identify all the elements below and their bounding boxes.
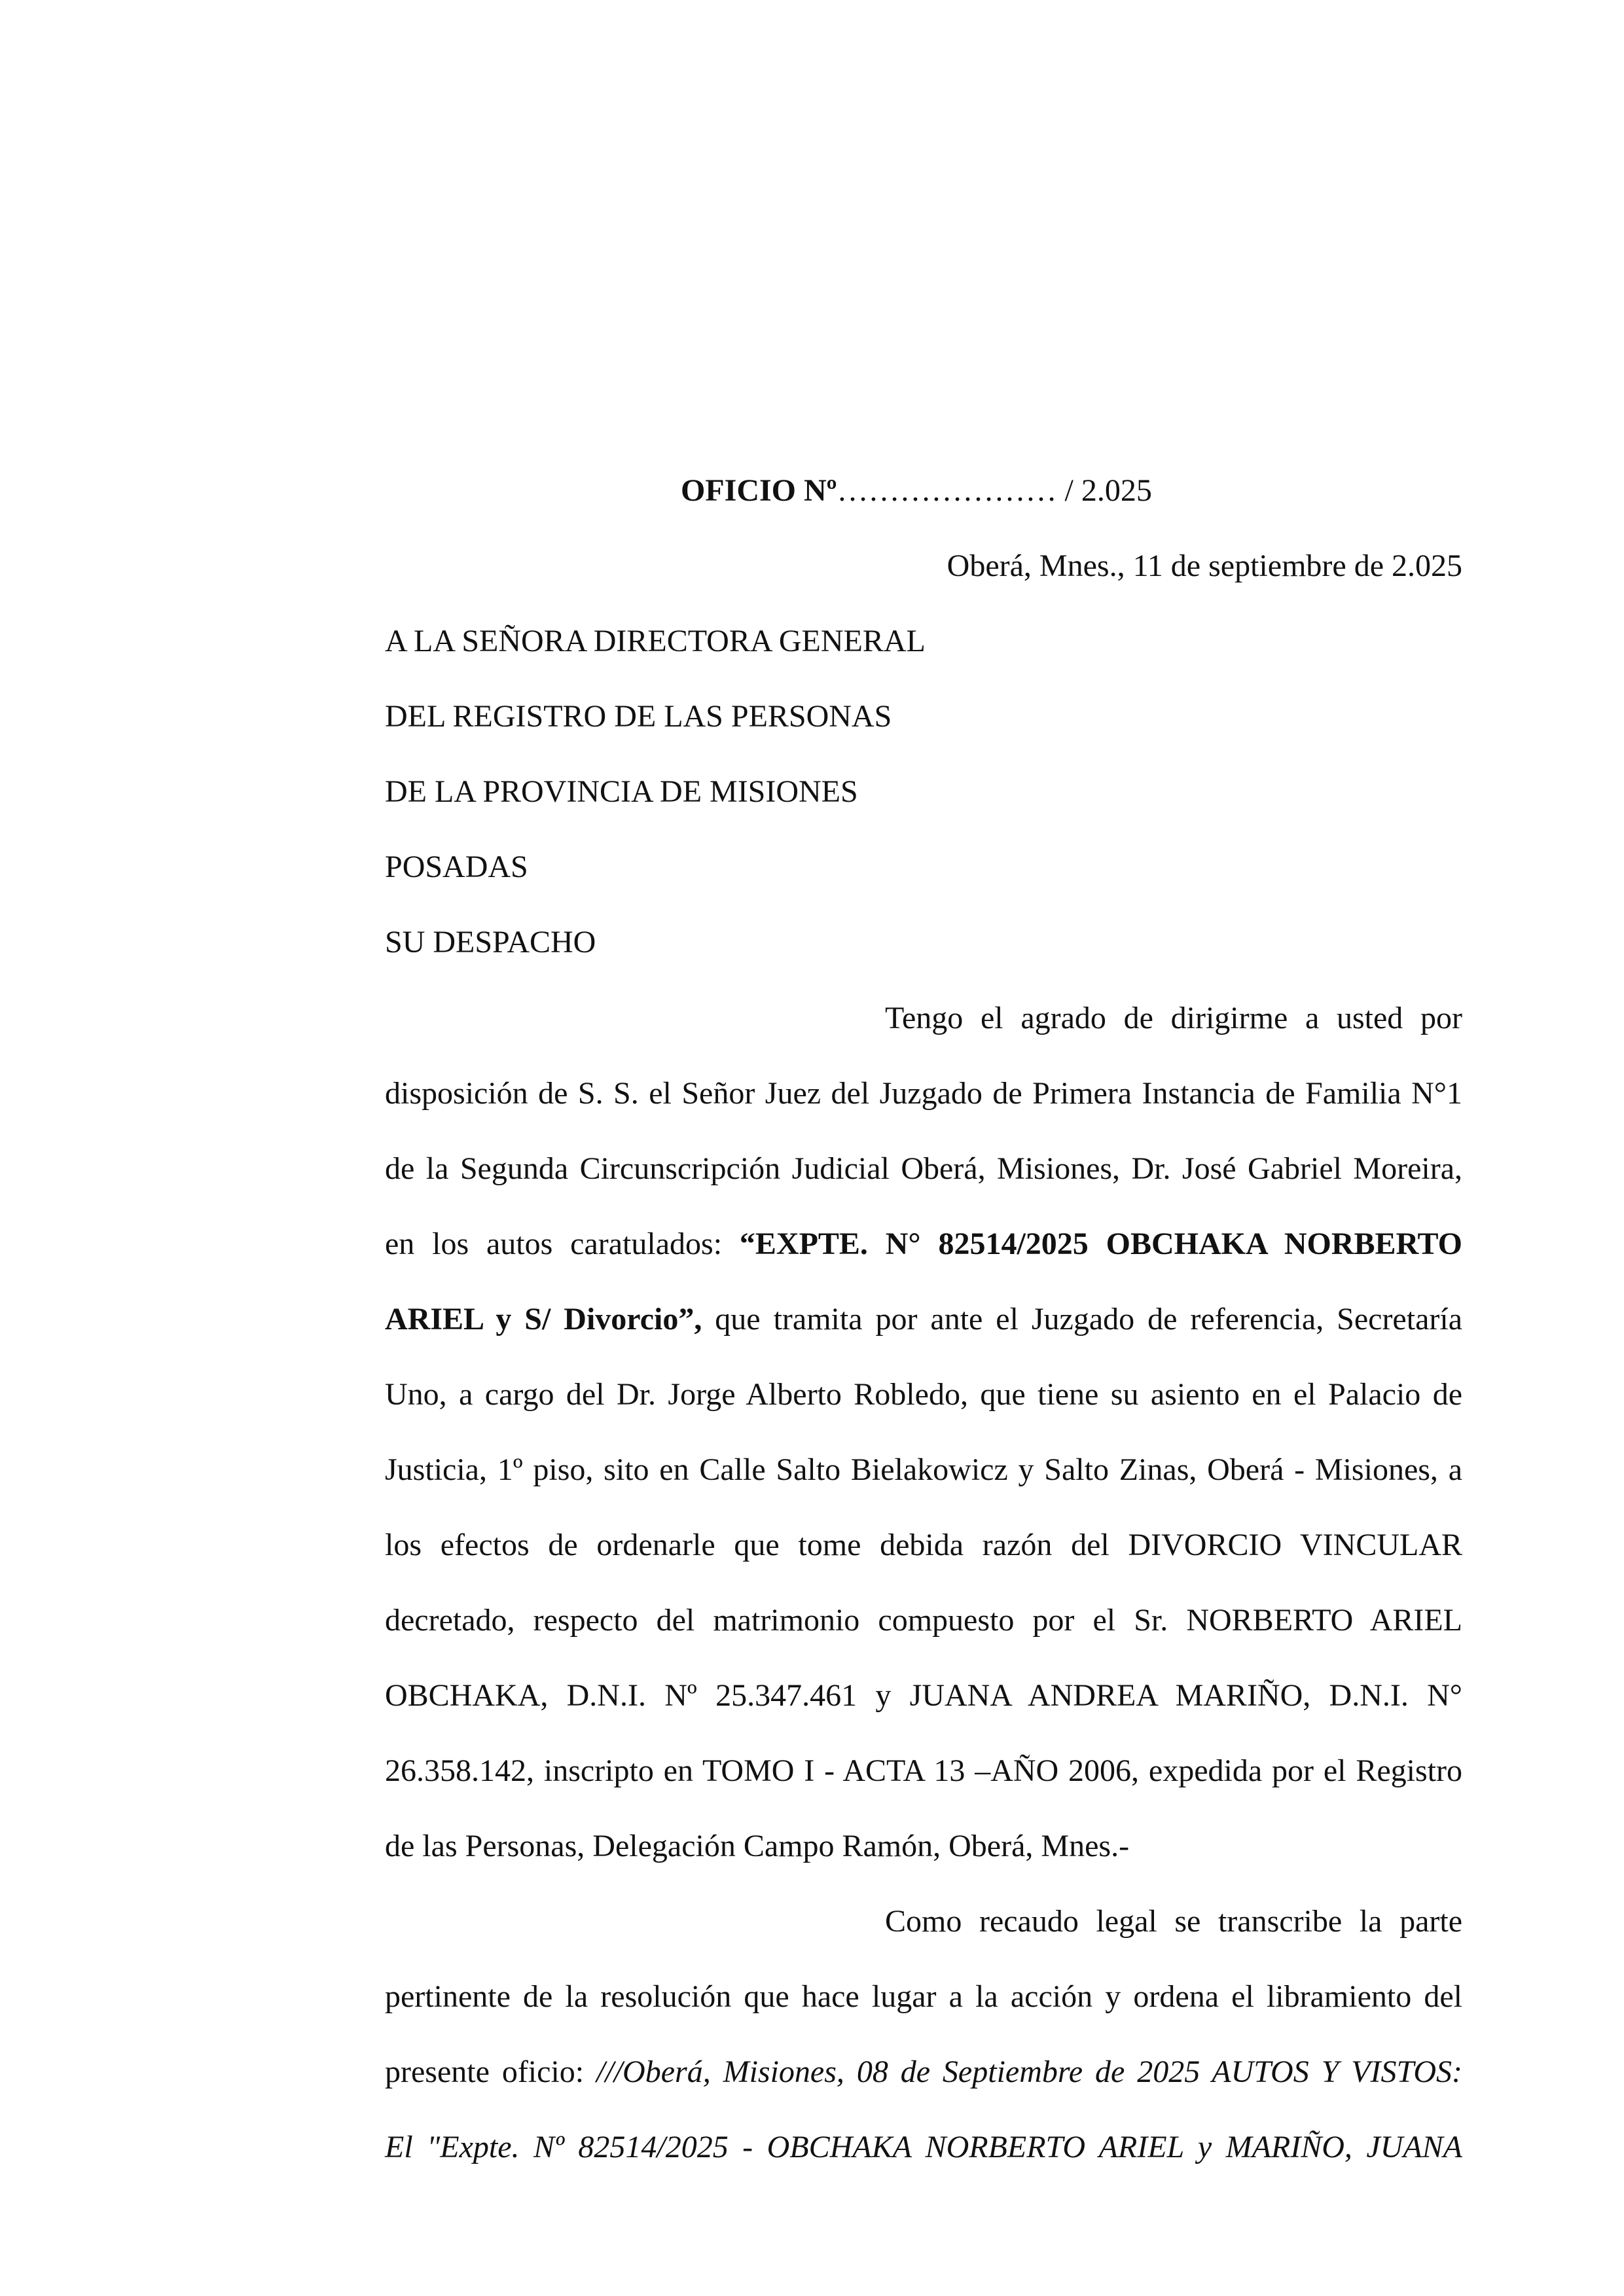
resolution-quote-italic: El "Expte. Nº 82514/2025 - OBCHAKA NORBERTO ARIEL y MARIÑO, JUANA [385,2130,1462,2164]
body-paragraph-1-line: Justicia, 1º piso, sito en Calle Salto Bielakowicz y Salto Zinas, Oberá - Misiones, a [385,1452,1462,1487]
resolution-quote-italic: ///Oberá, Misiones, 08 de Septiembre de 2025 AUTOS Y VISTOS: [596,2054,1462,2089]
letter-body [385,980,1462,2185]
body-paragraph-2-line [385,2109,1462,2185]
body-paragraph-1-line: 26.358.142, inscripto en TOMO I - ACTA 13 –AÑO 2006, expedida por el Registro [385,1753,1462,1788]
body-paragraph-1-line [385,980,1462,1056]
body-text: en los autos caratulados: [385,1227,740,1261]
body-paragraph-2-line [385,2034,1462,2109]
body-paragraph-1-line: decretado, respecto del matrimonio compuesto por el Sr. NORBERTO ARIEL [385,1603,1462,1638]
oficio-label: OFICIO Nº [681,473,837,508]
body-text: Como recaudo legal se transcribe la parte [885,1904,1462,1939]
addressee-line-2: DEL REGISTRO DE LAS PERSONAS [385,699,892,734]
body-paragraph-1-line [385,1282,1462,1357]
body-paragraph-1-line: disposición de S. S. el Señor Juez del Juzgado de Primera Instancia de Familia N°1 [385,1076,1462,1111]
oficio-title [681,471,1152,511]
body-paragraph-1-line: OBCHAKA, D.N.I. Nº 25.347.461 y JUANA ANDREA MARIÑO, D.N.I. N° [385,1678,1462,1713]
body-paragraph-1-line: Uno, a cargo del Dr. Jorge Alberto Robledo, que tiene su asiento en el Palacio de [385,1377,1462,1412]
case-title-bold: ARIEL y S/ Divorcio”, [385,1302,702,1336]
body-text: Tengo el agrado de dirigirme a usted por [885,1001,1462,1035]
body-paragraph-1-line [385,1206,1462,1282]
body-paragraph-2-line: pertinente de la resolución que hace lugar a la acción y ordena el libramiento del [385,1979,1462,2014]
body-text: que tramita por ante el Juzgado de referencia, Secretaría [702,1302,1463,1336]
case-title-bold: “EXPTE. N° 82514/2025 OBCHAKA NORBERTO [739,1227,1462,1261]
addressee-line-5: SU DESPACHO [385,925,596,960]
body-paragraph-1-line: de las Personas, Delegación Campo Ramón, Oberá, Mnes.- [385,1829,1130,1863]
body-text: presente oficio: [385,2054,597,2089]
addressee-line-3: DE LA PROVINCIA DE MISIONES [385,774,858,809]
body-paragraph-1-line: los efectos de ordenarle que tome debida razón del DIVORCIO VINCULAR [385,1528,1462,1562]
body-paragraph-1-line: de la Segunda Circunscripción Judicial Oberá, Misiones, Dr. José Gabriel Moreira, [385,1151,1462,1186]
body-paragraph-2-line [385,1884,1462,1959]
oficio-number-blank: ………………… / 2.025 [837,473,1152,508]
date-line: Oberá, Mnes., 11 de septiembre de 2.025 [947,548,1462,583]
addressee-line-4: POSADAS [385,850,528,884]
addressee-line-1: A LA SEÑORA DIRECTORA GENERAL [385,624,926,658]
